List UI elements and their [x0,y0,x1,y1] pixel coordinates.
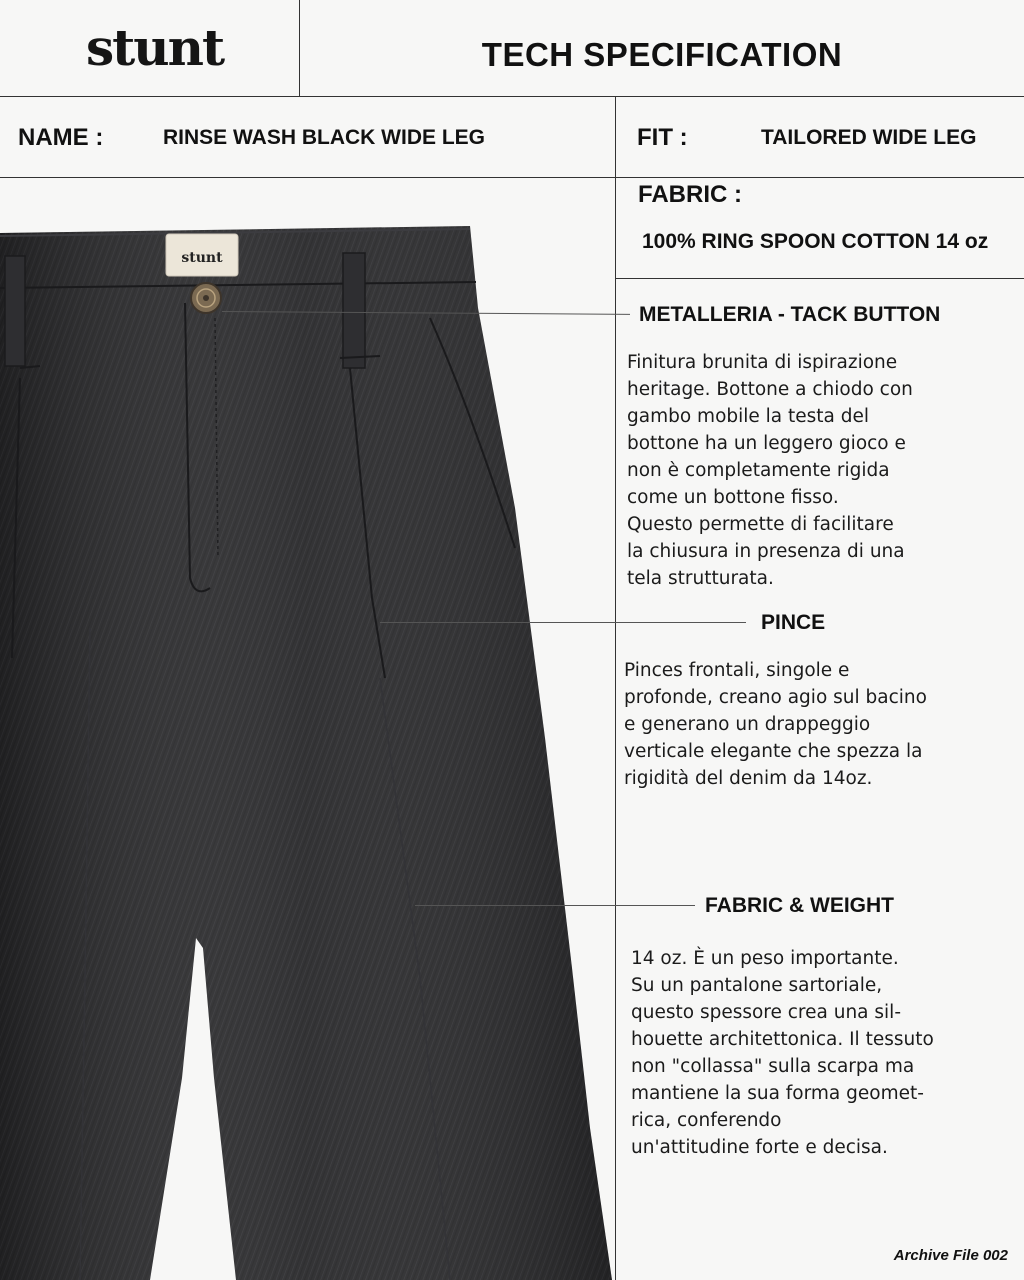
label-tag-text: stunt [181,250,223,266]
detail-title-pince: PINCE [761,611,826,634]
header-rule [0,96,1024,97]
detail-text-button: Finitura brunita di ispirazione heritage. Bottone a chiodo con gambo mobile la testa del bottone ha un leggero gioco e non è completamente rigida come un bottone fisso. Questo permette di facilitare la chiusura in presenza di una tela strutturata. [627,352,913,589]
leader-line-fabric [415,905,695,906]
detail-title-button: METALLERIA - TACK BUTTON [639,303,941,326]
fabric-rule [615,278,1024,279]
detail-text-pince: Pinces frontali, singole e profonde, creano agio sul bacino e generano un drappeggio verticale elegante che spezza la rigidità del denim da 14oz. [624,660,927,789]
fabric-label: FABRIC : [638,181,742,208]
detail-title-fabric: FABRIC & WEIGHT [705,894,894,917]
name-label: NAME : [18,124,104,151]
fit-label: FIT : [637,124,688,151]
leader-line-pince [380,622,746,623]
detail-text-fabric: 14 oz. È un peso importante. Su un pantalone sartoriale, questo spessore crea una sil- houette architettonica. Il tessuto non "collassa" sulla scarpa ma mantiene la sua forma geomet- rica, conferendo un'attitudine forte e decisa. [631,948,934,1158]
fit-value: TAILORED WIDE LEG [761,126,977,149]
name-value: RINSE WASH BLACK WIDE LEG [163,126,486,149]
column-divider [615,96,616,1280]
page-title: TECH SPECIFICATION [481,36,843,73]
archive-file-label: Archive File 002 [893,1247,1008,1264]
fabric-value: 100% RING SPOON COTTON 14 oz [642,230,989,253]
product-photo [0,178,615,1280]
brand-logo: stunt [86,18,224,77]
